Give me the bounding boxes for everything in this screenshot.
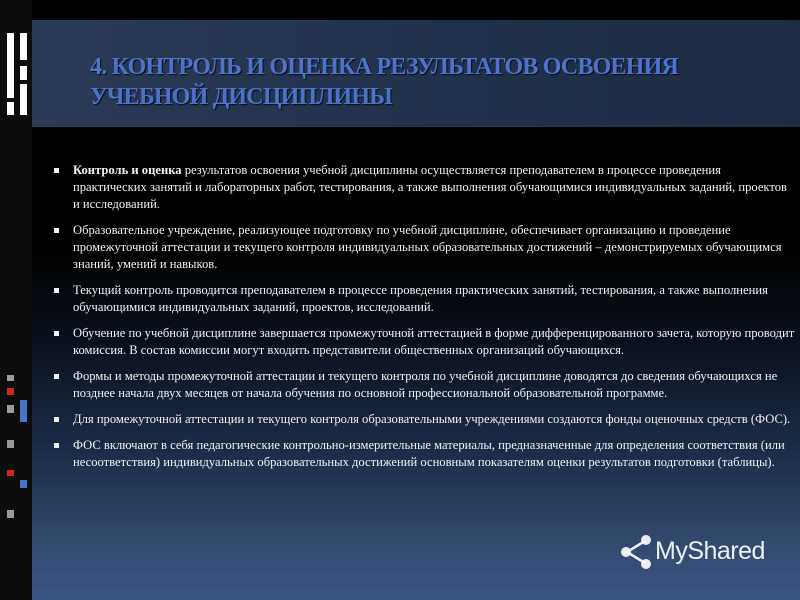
- bullet-lead: Контроль и оценка: [73, 163, 182, 177]
- bullet-text: Формы и методы промежуточной аттестации и текущего контроля по учебной дисциплине доводятся до сведения обучающихся не позднее начала двух месяцев от начала обучения по основной профессиональной образовательной программе.: [73, 369, 778, 400]
- left-decor-bar: [0, 0, 32, 600]
- list-item: [50, 411, 795, 428]
- bullet-text: ФОС включают в себя педагогические контрольно-измерительные материалы, предназначенные для определения соответствия (или несоответствия) индивидуальных образовательных достижений основным показателям оценки результатов подготовки (таблицы).: [73, 438, 785, 469]
- decor-stripe: [20, 480, 27, 488]
- bullet-icon: [54, 288, 59, 293]
- list-item: [50, 368, 795, 402]
- decor-stripe: [5, 98, 16, 102]
- watermark-brand: MyShared: [655, 537, 765, 565]
- list-item: [50, 222, 795, 273]
- slide-title: 4. КОНТРОЛЬ И ОЦЕНКА РЕЗУЛЬТАТОВ ОСВОЕНИЯ УЧЕБНОЙ ДИСЦИПЛИНЫ: [90, 54, 678, 110]
- list-item: [50, 325, 795, 359]
- decor-stripe: [7, 388, 14, 395]
- decor-stripe: [7, 440, 14, 448]
- decor-stripe: [18, 80, 29, 84]
- bullet-icon: [54, 443, 59, 448]
- bullet-text: Обучение по учебной дисциплине завершается промежуточной аттестацией в форме дифференцированного зачета, которую проводит комиссия. В состав комиссии могут входить представители общественных организаций обучающихся.: [73, 326, 795, 357]
- decor-stripe: [7, 375, 14, 381]
- list-item: [50, 162, 795, 213]
- bullet-text: Образовательное учреждение, реализующее подготовку по учебной дисциплине, обеспечивает организацию и проведение промежуточной аттестации и текущего контроля индивидуальных образовательных достижений – демонстрируемых обучающимся знаний, умений и навыков.: [73, 223, 782, 271]
- decor-stripe: [18, 60, 29, 66]
- bullet-text: результатов освоения учебной дисциплины осуществляется преподавателем в процессе проведения практических занятий и лабораторных работ, тестирования, а также выполнения обучающимися индивидуальных заданий, проектов и исследований.: [73, 163, 787, 211]
- bullet-list: [50, 162, 795, 480]
- bullet-icon: [54, 417, 59, 422]
- decor-stripe: [7, 405, 14, 413]
- bullet-text: Для промежуточной аттестации и текущего контроля образовательными учреждениями создаются фонды оценочных средств (ФОС).: [73, 412, 791, 426]
- decor-stripe: [20, 400, 27, 422]
- bullet-icon: [54, 228, 59, 233]
- decor-stripe: [7, 470, 14, 476]
- bullet-icon: [54, 331, 59, 336]
- decor-stripe: [7, 510, 14, 518]
- list-item: [50, 282, 795, 316]
- list-item: [50, 437, 795, 471]
- decor-stripe: [7, 33, 14, 115]
- bullet-text: Текущий контроль проводится преподавателем в процессе проведения практических занятий, тестирования, а также выполнения обучающимися индивидуальных заданий, проектов, исследований.: [73, 283, 768, 314]
- bullet-icon: [54, 168, 59, 173]
- bullet-icon: [54, 374, 59, 379]
- decor-stripe: [20, 33, 27, 115]
